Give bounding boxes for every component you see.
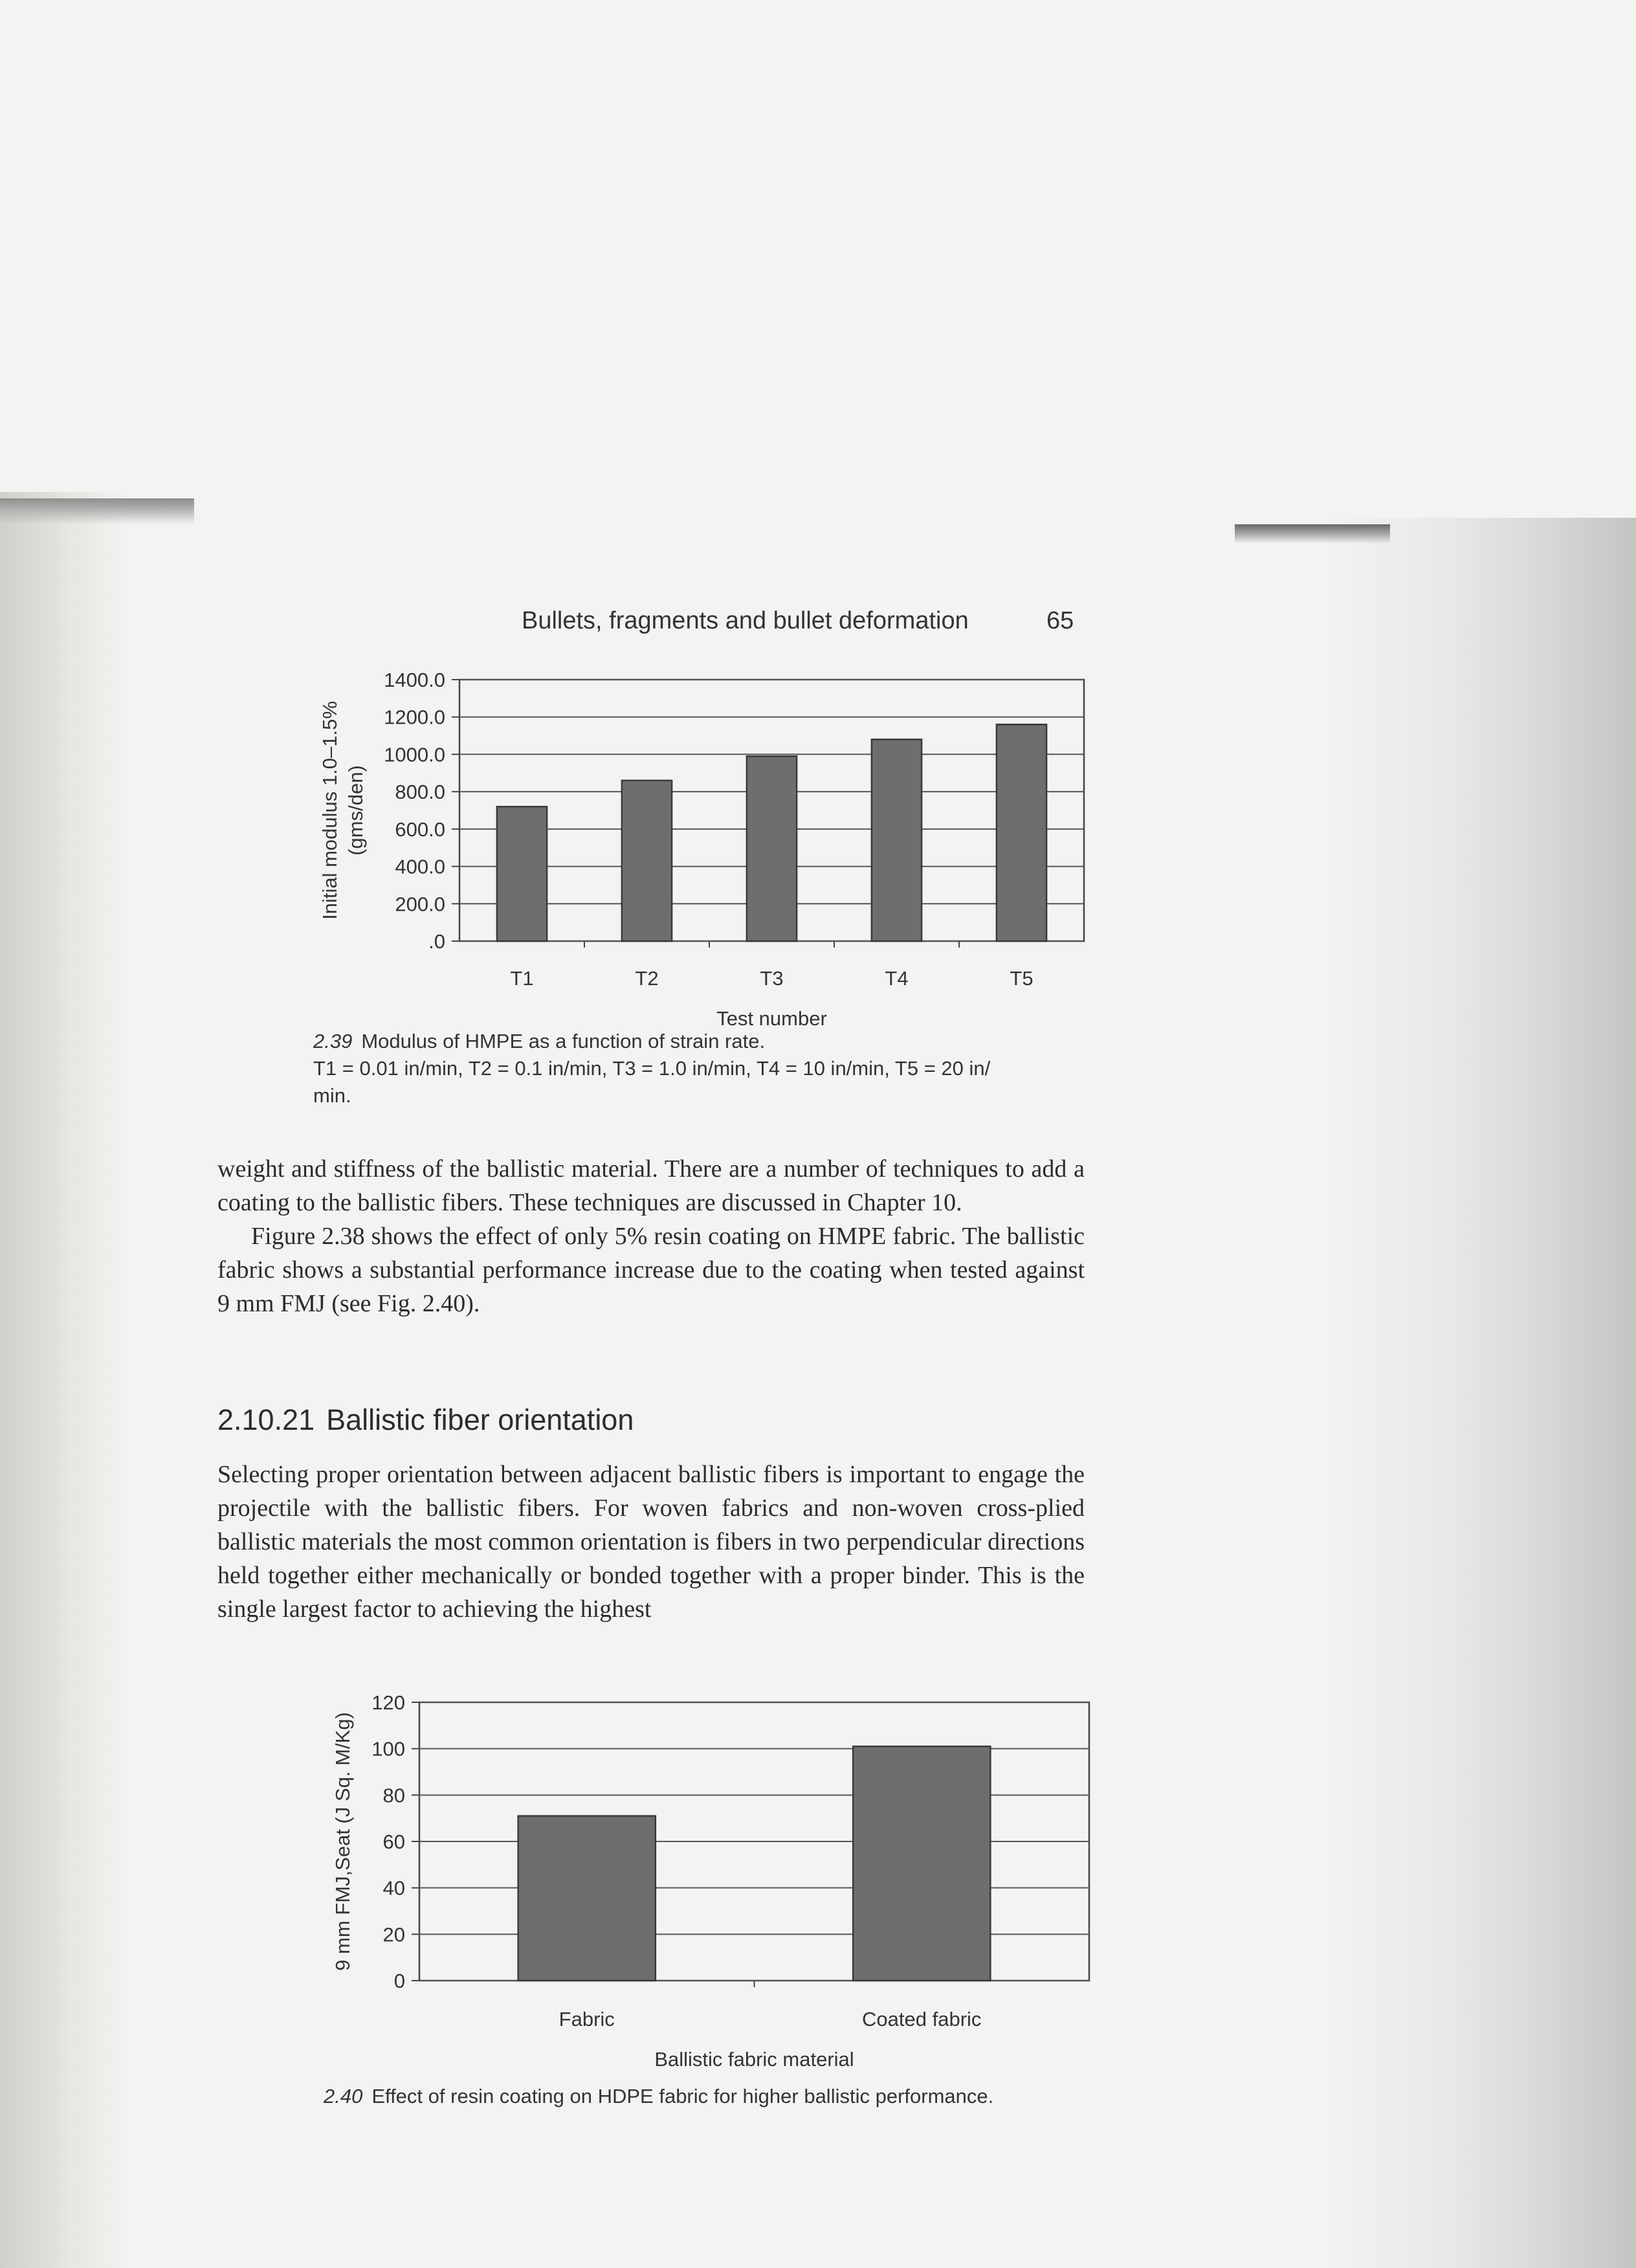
y-tick-label: 40 <box>382 1876 405 1900</box>
bar-coated-fabric <box>853 1746 990 1981</box>
y-tick-label: .0 <box>428 930 445 953</box>
x-axis-label: Test number <box>716 1007 827 1030</box>
caption-text: Effect of resin coating on HDPE fabric for higher ballistic performance. <box>371 2085 994 2107</box>
caption-text: Modulus of HMPE as a function of strain rate. <box>361 1030 766 1052</box>
bar-t1 <box>497 806 547 941</box>
ballistic-bar-chart <box>311 1676 1113 2071</box>
modulus-bar-chart <box>304 660 1100 1030</box>
paragraph-3: Selecting proper orientation between adjacent ballistic fibers is important to engage the projectile with the ballistic fibers. For woven fabrics and non-woven cross-plied ballistic materials the most common orientation is fibers in two perpendicular directions held together either mechanically or bonded together with a proper binder. This is the single largest factor to achieving the highest <box>217 1461 1085 1623</box>
y-tick-label: 1400.0 <box>384 669 445 691</box>
y-tick-label: 1000.0 <box>384 743 445 766</box>
y-tick-label: 100 <box>371 1737 405 1761</box>
caption-line-2: T1 = 0.01 in/min, T2 = 0.1 in/min, T3 = 1.0 in/min, T4 = 10 in/min, T5 = 20 in/ <box>313 1057 991 1080</box>
figure-2-40-caption <box>324 2083 1126 2110</box>
x-tick-label: T4 <box>885 967 909 990</box>
paragraph-2: Figure 2.38 shows the effect of only 5% resin coating on HMPE fabric. The ballistic fabric shows a substantial performance increase due to the coating when tested against 9 mm FMJ (see Fig. 2.40). <box>217 1223 1085 1317</box>
body-text-upper <box>217 1152 1085 1320</box>
paragraph-1: weight and stiffness of the ballistic material. There are a number of techniques to add a coating to the ballistic fibers. These techniques are discussed in Chapter 10. <box>217 1155 1085 1216</box>
body-text-lower <box>217 1458 1085 1626</box>
x-tick-label: Fabric <box>558 2008 615 2030</box>
page-shadow-right <box>1325 518 1636 2268</box>
x-tick-label: T3 <box>760 967 784 990</box>
section-heading <box>217 1403 634 1437</box>
x-tick-label: T1 <box>510 967 534 990</box>
y-axis-label-unit: (gms/den) <box>344 765 367 856</box>
y-tick-label: 200.0 <box>395 893 445 916</box>
figure-2-39-caption <box>313 1028 1116 1109</box>
figure-number: 2.40 <box>324 2085 363 2107</box>
x-tick-label: T5 <box>1010 967 1034 990</box>
y-tick-label: 80 <box>382 1784 405 1807</box>
page-shadow-left <box>0 492 129 2268</box>
figure-2-39-chart <box>304 660 1100 1030</box>
figure-number: 2.39 <box>313 1030 353 1052</box>
x-tick-label: Coated fabric <box>862 2008 982 2030</box>
y-axis-label: Initial modulus 1.0–1.5% <box>318 701 341 920</box>
bar-t4 <box>872 739 922 941</box>
bar-t2 <box>622 781 672 941</box>
y-tick-label: 1200.0 <box>384 706 445 729</box>
y-tick-label: 20 <box>382 1923 405 1946</box>
page-number: 65 <box>1046 607 1074 634</box>
y-tick-label: 600.0 <box>395 817 445 841</box>
caption-line-1 <box>313 1028 1116 1055</box>
y-tick-label: 60 <box>382 1830 405 1853</box>
bar-fabric <box>518 1816 656 1981</box>
running-head: Bullets, fragments and bullet deformation <box>522 607 969 634</box>
bar-t5 <box>997 724 1046 941</box>
y-tick-label: 800.0 <box>395 781 445 804</box>
figure-2-40-chart <box>311 1676 1113 2071</box>
page-edge-right <box>1235 524 1390 544</box>
section-title: Ballistic fiber orientation <box>326 1403 634 1436</box>
y-tick-label: 400.0 <box>395 855 445 878</box>
bar-t3 <box>747 756 797 941</box>
caption-line-3: min. <box>313 1084 351 1107</box>
y-tick-label: 0 <box>393 1970 405 1992</box>
section-number: 2.10.21 <box>217 1403 315 1436</box>
page-edge-left <box>0 498 194 524</box>
x-tick-label: T2 <box>635 967 659 990</box>
x-axis-label: Ballistic fabric material <box>654 2048 854 2071</box>
y-tick-label: 120 <box>371 1691 405 1714</box>
y-axis-label: 9 mm FMJ,Seat (J Sq. M/Kg) <box>331 1712 354 1971</box>
